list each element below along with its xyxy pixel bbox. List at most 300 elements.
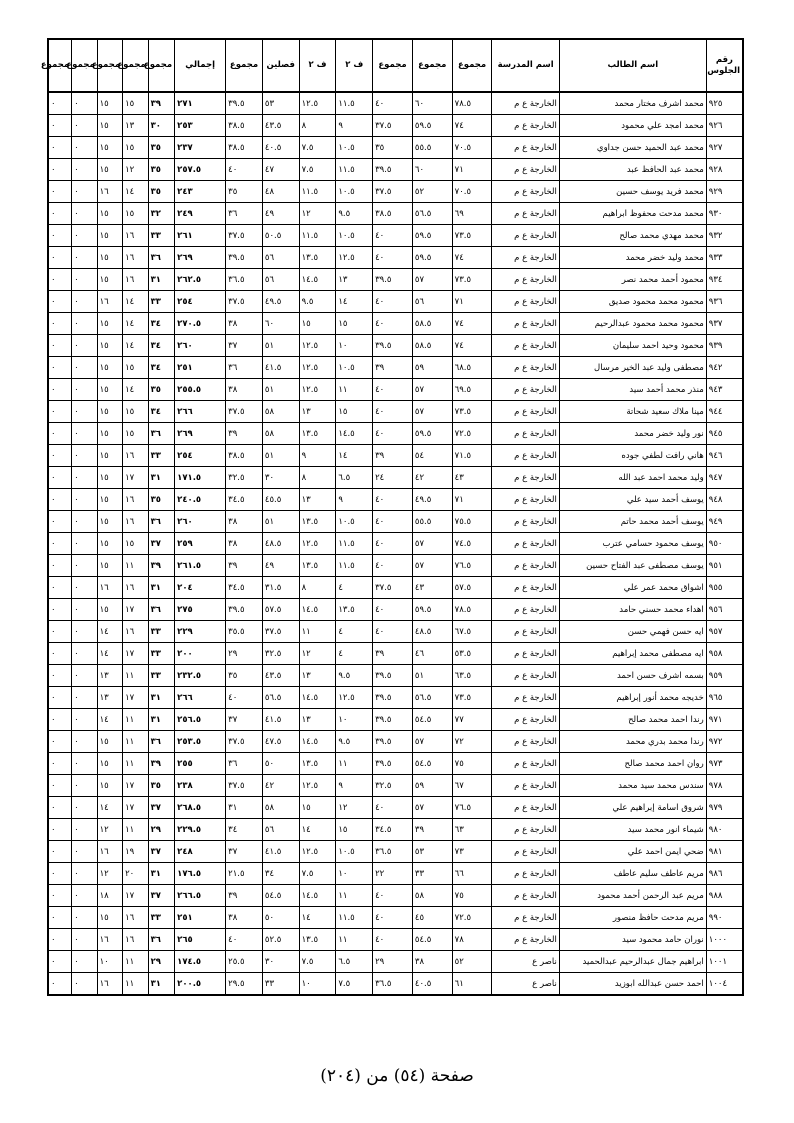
results-sheet <box>40 38 744 996</box>
student-name: محمود أحمد محمد نصر <box>559 269 706 291</box>
score-cell: ٣٩.٥ <box>373 709 413 731</box>
score-cell: ٠ <box>48 621 72 643</box>
score-cell: ٤١.٥ <box>262 709 299 731</box>
score-cell: ١٣ <box>336 269 373 291</box>
score-cell: ٦١ <box>452 973 492 996</box>
score-cell: ٤٣.٥ <box>262 115 299 137</box>
score-cell: ٦٠ <box>412 92 452 115</box>
score-cell: ٣٤ <box>148 401 175 423</box>
seat-number: ٩٤٧ <box>706 467 743 489</box>
column-header: اسم المدرسة <box>492 39 559 92</box>
score-cell: ٠ <box>72 907 98 929</box>
score-cell: ٣٦.٥ <box>373 973 413 996</box>
score-cell: ٠ <box>48 709 72 731</box>
score-cell: ١٢.٥ <box>299 379 336 401</box>
seat-number: ٩٥٧ <box>706 621 743 643</box>
score-cell: ٧٣.٥ <box>452 401 492 423</box>
score-cell: ٣٩.٥ <box>373 159 413 181</box>
score-cell: ٣٧ <box>226 709 263 731</box>
school-name: الخارجة ع م <box>492 731 559 753</box>
table-row <box>48 687 743 709</box>
score-cell: ٣٨ <box>226 379 263 401</box>
table-row <box>48 951 743 973</box>
score-cell: ٢٥٥.٥ <box>175 379 226 401</box>
score-cell: ٩ <box>336 115 373 137</box>
score-cell: ٧٨.٥ <box>452 599 492 621</box>
score-cell: ٣٣ <box>262 973 299 996</box>
score-cell: ٨ <box>299 467 336 489</box>
seat-number: ١٠٠١ <box>706 951 743 973</box>
score-cell: ٧٤ <box>452 247 492 269</box>
student-name: سندس محمد سيد محمد <box>559 775 706 797</box>
seat-number: ٩٣٩ <box>706 335 743 357</box>
score-cell: ٤٠ <box>373 92 413 115</box>
score-cell: ٣٦ <box>148 511 175 533</box>
score-cell: ٢٥١ <box>175 357 226 379</box>
score-cell: ١٥ <box>97 467 123 489</box>
score-cell: ١٦ <box>97 291 123 313</box>
score-cell: ١٦ <box>123 577 149 599</box>
score-cell: ٠ <box>48 489 72 511</box>
score-cell: ٥٦.٥ <box>412 203 452 225</box>
score-cell: ٤٠ <box>373 885 413 907</box>
table-row <box>48 819 743 841</box>
student-name: محمد عبد الحافظ عبد <box>559 159 706 181</box>
table-row <box>48 445 743 467</box>
table-row <box>48 929 743 951</box>
score-cell: ٣٧ <box>148 841 175 863</box>
score-cell: ٣٩ <box>412 819 452 841</box>
score-cell: ٣٩.٥ <box>373 269 413 291</box>
score-cell: ١٢ <box>123 159 149 181</box>
score-cell: ٤٠ <box>373 907 413 929</box>
table-row <box>48 159 743 181</box>
score-cell: ٥٠ <box>262 753 299 775</box>
score-cell: ٣١ <box>148 269 175 291</box>
score-cell: ٧٥ <box>452 753 492 775</box>
score-cell: ٠ <box>72 269 98 291</box>
score-cell: ٠ <box>72 555 98 577</box>
score-cell: ١١.٥ <box>299 225 336 247</box>
score-cell: ٣٨.٥ <box>226 115 263 137</box>
column-header: مجموع <box>148 39 175 92</box>
score-cell: ٤٠ <box>373 929 413 951</box>
score-cell: ١٣ <box>299 665 336 687</box>
score-cell: ٢٦٦.٥ <box>175 885 226 907</box>
score-cell: ٥٤.٥ <box>412 709 452 731</box>
seat-number: ٩٢٦ <box>706 115 743 137</box>
score-cell: ٠ <box>48 753 72 775</box>
score-cell: ٣٥ <box>148 775 175 797</box>
score-cell: ٥٦.٥ <box>412 687 452 709</box>
seat-number: ٩٤٥ <box>706 423 743 445</box>
score-cell: ٤١.٥ <box>262 357 299 379</box>
table-row <box>48 313 743 335</box>
score-cell: ٣٢.٥ <box>226 467 263 489</box>
score-cell: ١٤ <box>97 709 123 731</box>
student-name: نور وليد خضر محمد <box>559 423 706 445</box>
table-row <box>48 357 743 379</box>
student-name: نوران حامد محمود سيد <box>559 929 706 951</box>
score-cell: ١٦ <box>97 973 123 996</box>
score-cell: ٠ <box>72 885 98 907</box>
score-cell: ٣٦ <box>148 247 175 269</box>
student-name: محمد امجد علي محمود <box>559 115 706 137</box>
score-cell: ٥٩.٥ <box>412 115 452 137</box>
table-row <box>48 291 743 313</box>
score-cell: ٥٩ <box>412 775 452 797</box>
score-cell: ٠ <box>72 863 98 885</box>
column-header: مجموع <box>452 39 492 92</box>
score-cell: ١٠ <box>97 951 123 973</box>
score-cell: ٣٦.٥ <box>373 841 413 863</box>
score-cell: ١٦ <box>123 445 149 467</box>
score-cell: ١٣.٥ <box>299 929 336 951</box>
score-cell: ٤٠ <box>373 489 413 511</box>
score-cell: ١٥ <box>97 401 123 423</box>
score-cell: ٧٢.٥ <box>452 907 492 929</box>
score-cell: ١٦ <box>123 929 149 951</box>
score-cell: ١١ <box>336 885 373 907</box>
score-cell: ٣٢ <box>148 203 175 225</box>
school-name: الخارجة ع م <box>492 445 559 467</box>
score-cell: ٤٩ <box>262 203 299 225</box>
score-cell: ٢٤٣ <box>175 181 226 203</box>
score-cell: ٢٤٨ <box>175 841 226 863</box>
score-cell: ٥٠.٥ <box>262 225 299 247</box>
score-cell: ٣٢.٥ <box>373 775 413 797</box>
score-cell: ١٢.٥ <box>299 775 336 797</box>
score-cell: ٥٧.٥ <box>452 577 492 599</box>
score-cell: ٩.٥ <box>299 291 336 313</box>
score-cell: ٠ <box>48 115 72 137</box>
score-cell: ١٧ <box>123 885 149 907</box>
score-cell: ٥٦ <box>412 291 452 313</box>
table-row <box>48 753 743 775</box>
table-row <box>48 269 743 291</box>
score-cell: ١٤ <box>123 291 149 313</box>
score-cell: ١٦ <box>123 247 149 269</box>
score-cell: ٦٠ <box>412 159 452 181</box>
score-cell: ٢٦٨.٥ <box>175 797 226 819</box>
score-cell: ٣١ <box>148 467 175 489</box>
score-cell: ٥٧ <box>412 797 452 819</box>
score-cell: ٠ <box>72 291 98 313</box>
score-cell: ١٤.٥ <box>336 423 373 445</box>
score-cell: ٠ <box>48 225 72 247</box>
score-cell: ٣٨ <box>226 511 263 533</box>
score-cell: ٥٩ <box>412 357 452 379</box>
score-cell: ١٥ <box>97 379 123 401</box>
score-cell: ٣١ <box>148 973 175 996</box>
score-cell: ٣٩.٥ <box>373 335 413 357</box>
score-cell: ٥١ <box>262 335 299 357</box>
score-cell: ١١.٥ <box>336 159 373 181</box>
score-cell: ١٤ <box>336 445 373 467</box>
score-cell: ٥٤.٥ <box>412 929 452 951</box>
score-cell: ٧٥ <box>452 885 492 907</box>
score-cell: ٥٧ <box>412 269 452 291</box>
school-name: الخارجة ع م <box>492 907 559 929</box>
score-cell: ٥٧ <box>412 555 452 577</box>
student-name: يوسف مصطفى عبد الفتاح حسين <box>559 555 706 577</box>
score-cell: ١٢.٥ <box>299 335 336 357</box>
score-cell: ٣٥ <box>148 159 175 181</box>
column-header: مجموع <box>226 39 263 92</box>
score-cell: ٧٠.٥ <box>452 181 492 203</box>
table-row <box>48 335 743 357</box>
score-cell: ٥٨ <box>262 401 299 423</box>
score-cell: ٠ <box>48 819 72 841</box>
score-cell: ٥٧.٥ <box>262 599 299 621</box>
seat-number: ١٠٠٠ <box>706 929 743 951</box>
score-cell: ٣٦.٥ <box>226 269 263 291</box>
score-cell: ١٣.٥ <box>336 599 373 621</box>
score-cell: ٥٢.٥ <box>262 929 299 951</box>
score-cell: ١٥ <box>97 533 123 555</box>
score-cell: ٠ <box>72 973 98 996</box>
score-cell: ٣٦ <box>226 753 263 775</box>
seat-number: ٩٩٠ <box>706 907 743 929</box>
score-cell: ٢٧٠.٥ <box>175 313 226 335</box>
score-cell: ٤٧.٥ <box>262 731 299 753</box>
score-cell: ٢٢٩.٥ <box>175 819 226 841</box>
school-name: الخارجة ع م <box>492 159 559 181</box>
seat-number: ٩٣٤ <box>706 269 743 291</box>
score-cell: ٥١ <box>262 445 299 467</box>
score-cell: ٠ <box>48 599 72 621</box>
score-cell: ٣٨.٥ <box>226 137 263 159</box>
score-cell: ٤٠.٥ <box>262 137 299 159</box>
score-cell: ١٥ <box>97 445 123 467</box>
school-name: الخارجة ع م <box>492 863 559 885</box>
score-cell: ٢٣٧ <box>175 137 226 159</box>
score-cell: ٢٠٠.٥ <box>175 973 226 996</box>
student-name: محمود وحيد احمد سليمان <box>559 335 706 357</box>
score-cell: ٤٩ <box>262 555 299 577</box>
school-name: الخارجة ع م <box>492 247 559 269</box>
score-cell: ٩ <box>336 775 373 797</box>
score-cell: ٣٩ <box>373 445 413 467</box>
score-cell: ٣٩ <box>148 92 175 115</box>
student-name: ايه حسن فهمي حسن <box>559 621 706 643</box>
student-name: مينا ملاك سعيد شحاتة <box>559 401 706 423</box>
score-cell: ٠ <box>72 577 98 599</box>
table-row <box>48 863 743 885</box>
score-cell: ٢٦١ <box>175 225 226 247</box>
score-cell: ١٠ <box>299 973 336 996</box>
score-cell: ١٥ <box>97 335 123 357</box>
score-cell: ٥٨ <box>262 423 299 445</box>
score-cell: ١٥ <box>97 92 123 115</box>
page-number: صفحة (٥٤) من (٢٠٤) <box>320 1066 474 1086</box>
student-name: محمود محمد محمود عبدالرحيم <box>559 313 706 335</box>
score-cell: ١٥ <box>97 731 123 753</box>
score-cell: ٣٧.٥ <box>373 181 413 203</box>
score-cell: ٠ <box>48 687 72 709</box>
score-cell: ٦٧ <box>452 775 492 797</box>
score-cell: ١١ <box>336 753 373 775</box>
score-cell: ١٤ <box>336 291 373 313</box>
score-cell: ١٠.٥ <box>336 181 373 203</box>
score-cell: ٢٠ <box>123 863 149 885</box>
score-cell: ١٠.٥ <box>336 511 373 533</box>
score-cell: ٠ <box>48 203 72 225</box>
student-name: مريم مدحت حافظ منصور <box>559 907 706 929</box>
score-cell: ٣٧ <box>148 797 175 819</box>
score-cell: ٢٩ <box>148 951 175 973</box>
score-cell: ٤٢ <box>412 467 452 489</box>
score-cell: ٦٣ <box>452 819 492 841</box>
table-row <box>48 533 743 555</box>
score-cell: ٤٠ <box>226 159 263 181</box>
seat-number: ٩٢٨ <box>706 159 743 181</box>
score-cell: ١٧ <box>123 599 149 621</box>
score-cell: ٣٦ <box>148 423 175 445</box>
table-row <box>48 92 743 115</box>
table-row <box>48 247 743 269</box>
score-cell: ١١.٥ <box>336 907 373 929</box>
score-cell: ١٥ <box>97 907 123 929</box>
score-cell: ٤٠ <box>373 401 413 423</box>
score-cell: ٠ <box>72 929 98 951</box>
column-header: فصلين <box>262 39 299 92</box>
score-cell: ١٢.٥ <box>299 533 336 555</box>
score-cell: ١٧١.٥ <box>175 467 226 489</box>
score-cell: ١٤ <box>299 907 336 929</box>
seat-number: ٩٨٨ <box>706 885 743 907</box>
score-cell: ٣١.٥ <box>262 577 299 599</box>
score-cell: ٤٠ <box>373 225 413 247</box>
score-cell: ٥٤.٥ <box>262 885 299 907</box>
score-cell: ١٢.٥ <box>299 92 336 115</box>
score-cell: ١٧ <box>123 797 149 819</box>
table-row <box>48 555 743 577</box>
score-cell: ٠ <box>48 379 72 401</box>
score-cell: ١٦ <box>123 621 149 643</box>
score-cell: ٣٧.٥ <box>373 115 413 137</box>
score-cell: ٠ <box>72 467 98 489</box>
score-cell: ١٠ <box>336 863 373 885</box>
score-cell: ٦٦ <box>452 863 492 885</box>
score-cell: ٥٢ <box>412 181 452 203</box>
score-cell: ٣٤.٥ <box>226 489 263 511</box>
score-cell: ٣٤ <box>226 819 263 841</box>
score-cell: ١١.٥ <box>336 533 373 555</box>
score-cell: ٤٠ <box>226 929 263 951</box>
score-cell: ٢٦٦ <box>175 401 226 423</box>
score-cell: ١١ <box>123 555 149 577</box>
score-cell: ٤١.٥ <box>262 841 299 863</box>
score-cell: ١٦ <box>123 489 149 511</box>
score-cell: ٧٥.٥ <box>452 511 492 533</box>
score-cell: ٠ <box>48 665 72 687</box>
score-cell: ٣٩ <box>373 643 413 665</box>
score-cell: ١٥ <box>97 203 123 225</box>
seat-number: ٩٥١ <box>706 555 743 577</box>
score-cell: ٧٤ <box>452 313 492 335</box>
score-cell: ٦٠ <box>262 313 299 335</box>
table-row <box>48 709 743 731</box>
score-cell: ٠ <box>48 731 72 753</box>
score-cell: ٣٣ <box>148 643 175 665</box>
seat-number: ٩٨١ <box>706 841 743 863</box>
score-cell: ١٥ <box>97 599 123 621</box>
score-cell: ٣٥ <box>226 181 263 203</box>
score-cell: ٤٠ <box>373 599 413 621</box>
score-cell: ١٣.٥ <box>299 511 336 533</box>
score-cell: ٢٠٤ <box>175 577 226 599</box>
score-cell: ٤٠.٥ <box>412 973 452 996</box>
table-row <box>48 599 743 621</box>
score-cell: ٢٥٦.٥ <box>175 709 226 731</box>
score-cell: ٠ <box>72 489 98 511</box>
score-cell: ٣٧ <box>148 533 175 555</box>
student-name: محمد عبد الحميد حسن جداوي <box>559 137 706 159</box>
score-cell: ٧٠.٥ <box>452 137 492 159</box>
score-cell: ٣٥ <box>148 379 175 401</box>
score-cell: ٣٨ <box>412 951 452 973</box>
score-cell: ٢٦١.٥ <box>175 555 226 577</box>
score-cell: ١٥ <box>123 401 149 423</box>
score-cell: ٩.٥ <box>336 731 373 753</box>
score-cell: ٩.٥ <box>336 203 373 225</box>
score-cell: ٣٩.٥ <box>373 731 413 753</box>
seat-number: ٩٢٩ <box>706 181 743 203</box>
school-name: الخارجة ع م <box>492 555 559 577</box>
score-cell: ٩ <box>299 445 336 467</box>
school-name: الخارجة ع م <box>492 753 559 775</box>
score-cell: ١٢ <box>97 863 123 885</box>
student-name: محمد مدحت محفوظ ابراهيم <box>559 203 706 225</box>
score-cell: ١٤ <box>299 819 336 841</box>
seat-number: ٩٥٥ <box>706 577 743 599</box>
score-cell: ٣٠ <box>262 467 299 489</box>
score-cell: ٦٩ <box>452 203 492 225</box>
score-cell: ١٢ <box>299 203 336 225</box>
column-header: مجموع <box>373 39 413 92</box>
score-cell: ٣٣ <box>148 225 175 247</box>
results-table <box>40 38 744 996</box>
score-cell: ١٥ <box>97 225 123 247</box>
score-cell: ١٣.٥ <box>299 247 336 269</box>
score-cell: ٣٣ <box>148 621 175 643</box>
table-row <box>48 467 743 489</box>
score-cell: ١٥ <box>336 401 373 423</box>
score-cell: ١٥ <box>97 489 123 511</box>
score-cell: ٥٧ <box>412 533 452 555</box>
score-cell: ١١ <box>336 379 373 401</box>
score-cell: ٠ <box>72 181 98 203</box>
score-cell: ٣٩.٥ <box>373 687 413 709</box>
score-cell: ٣٣ <box>148 665 175 687</box>
score-cell: ٠ <box>48 357 72 379</box>
student-name: مصطفى وليد عبد الخير مرسال <box>559 357 706 379</box>
score-cell: ٠ <box>48 841 72 863</box>
school-name: الخارجة ع م <box>492 423 559 445</box>
score-cell: ١٣ <box>123 115 149 137</box>
score-cell: ٤٦ <box>412 643 452 665</box>
score-cell: ٩ <box>336 489 373 511</box>
score-cell: ٧٤ <box>452 335 492 357</box>
score-cell: ٢٥٧.٥ <box>175 159 226 181</box>
score-cell: ١٥ <box>299 313 336 335</box>
table-row <box>48 181 743 203</box>
score-cell: ٣٧.٥ <box>226 291 263 313</box>
score-cell: ٠ <box>72 203 98 225</box>
school-name: الخارجة ع م <box>492 643 559 665</box>
score-cell: ١٤ <box>123 379 149 401</box>
